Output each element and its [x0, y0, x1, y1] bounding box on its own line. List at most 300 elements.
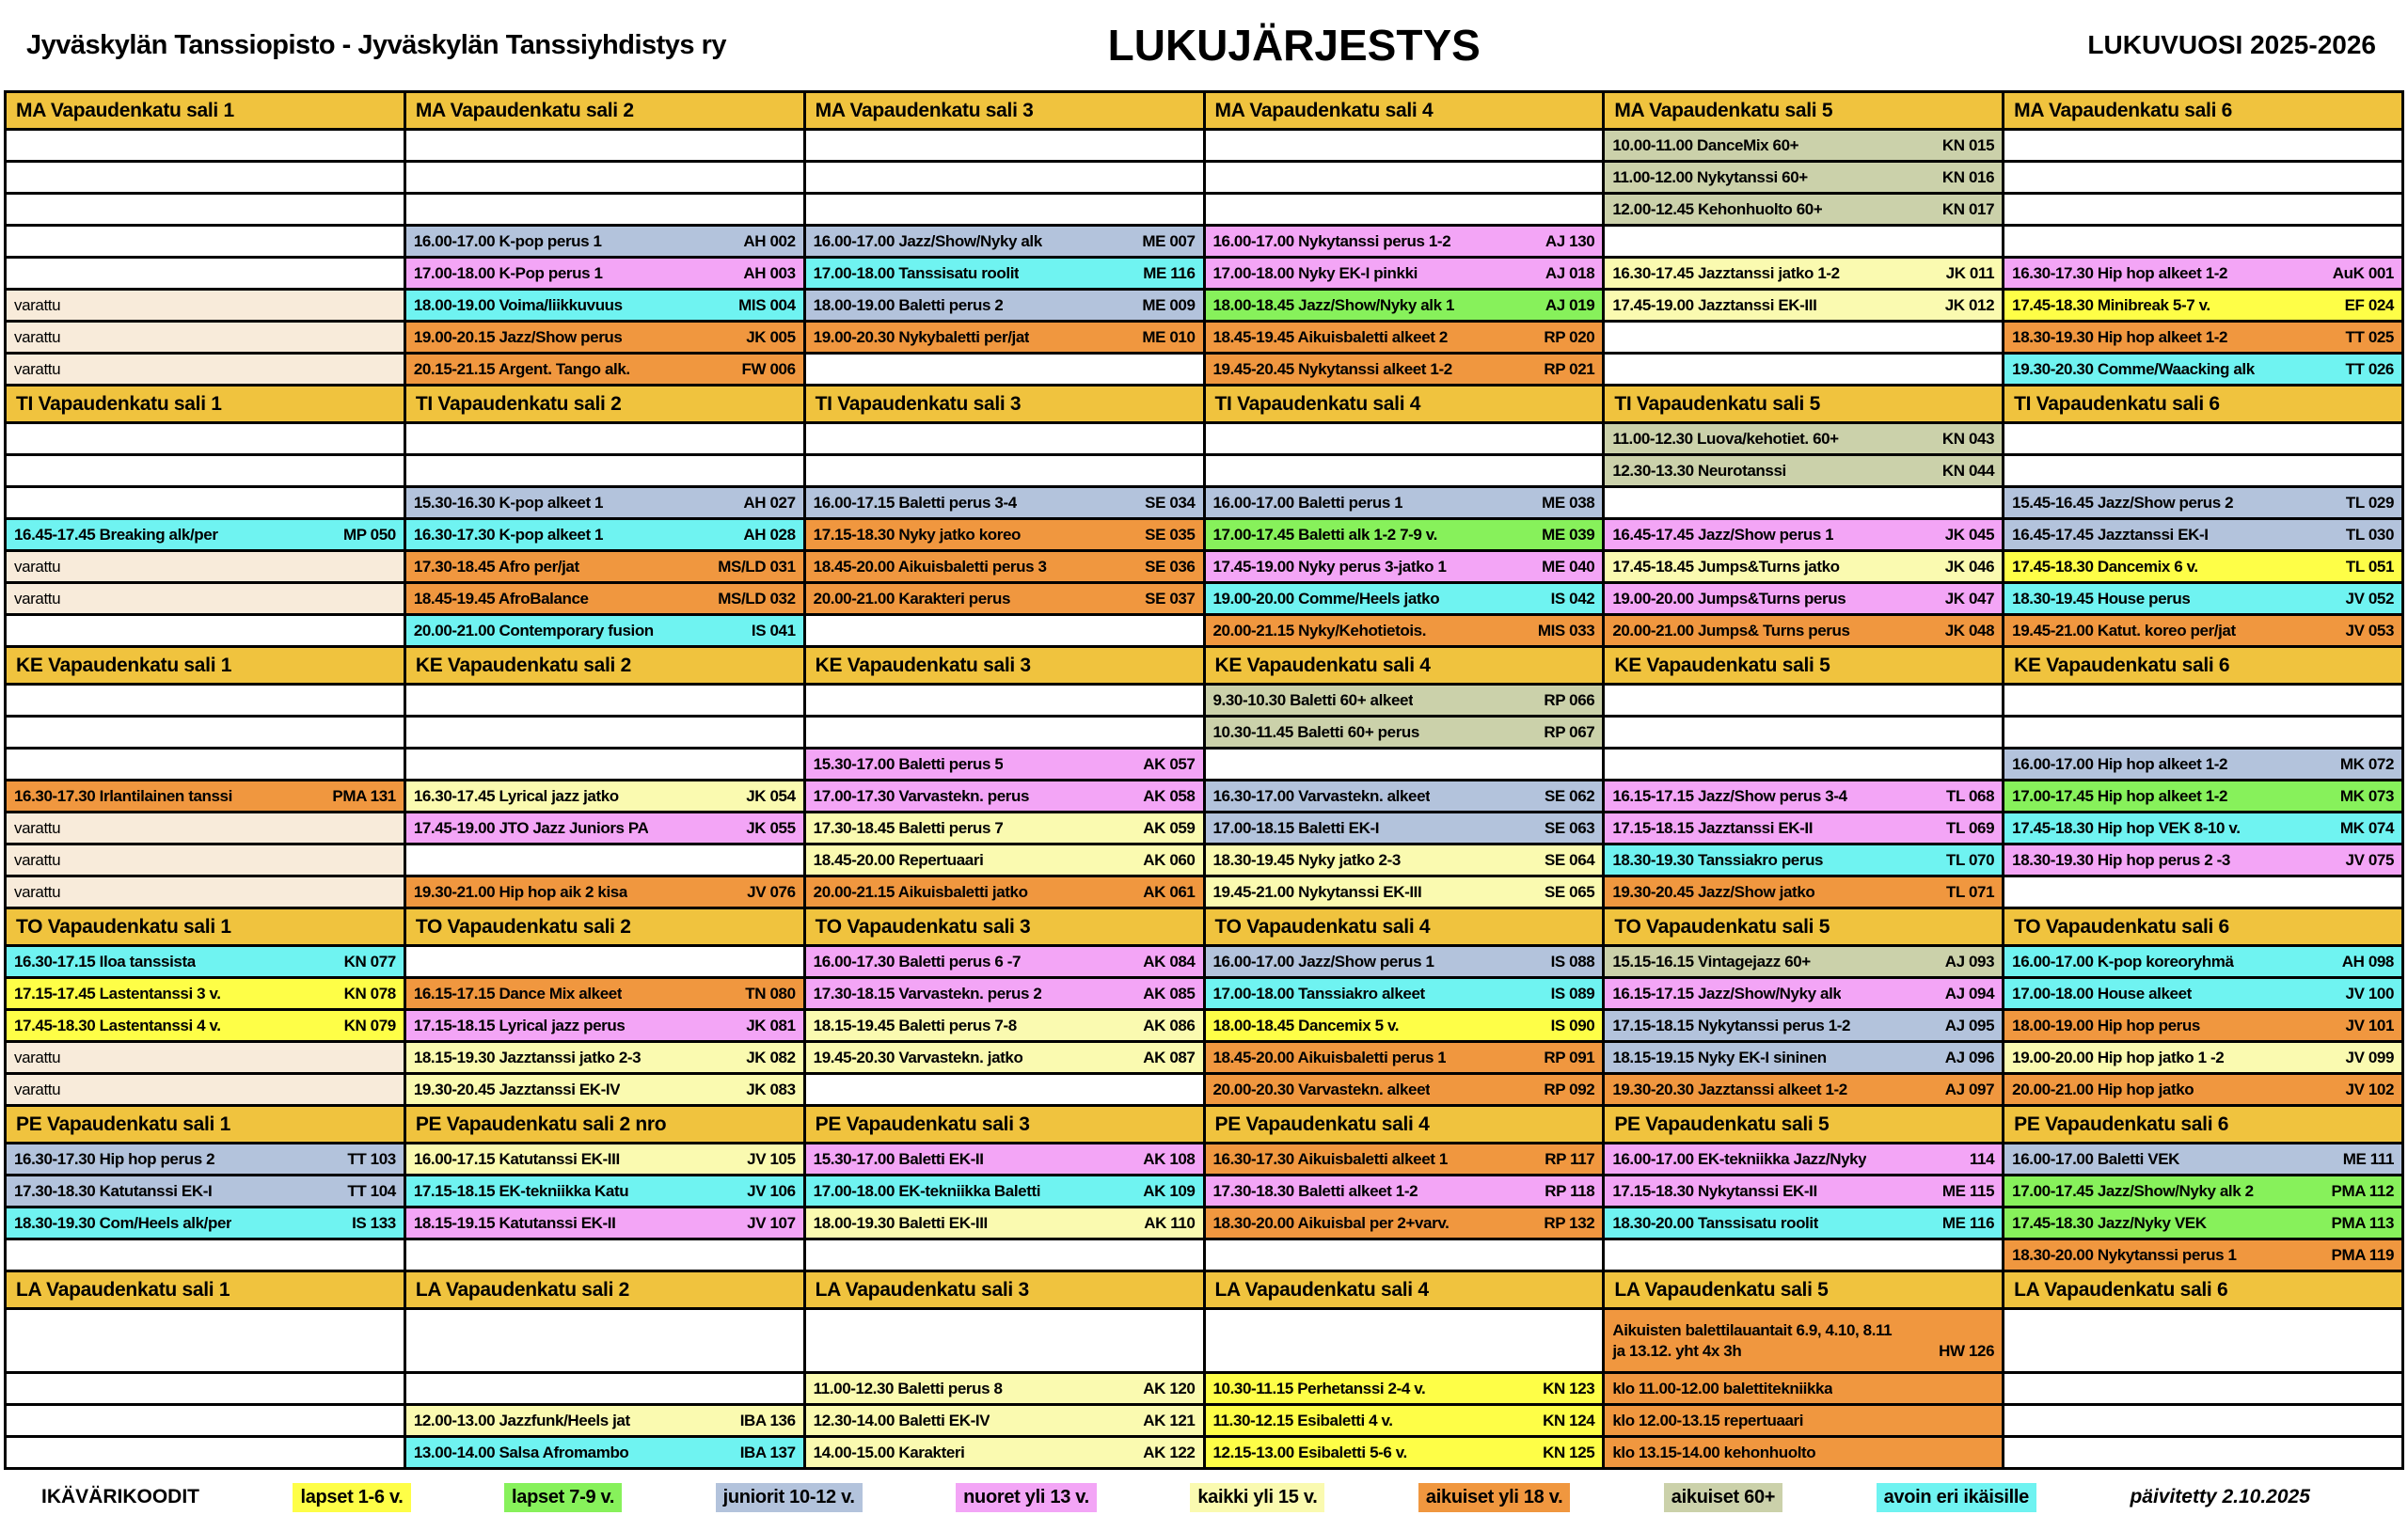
column-header-ma-sali-4: MA Vapaudenkatu sali 4 [1206, 93, 1603, 128]
cell-time-title: 16.00-17.00 EK-tekniikka Jazz/Nyky [1612, 1149, 1867, 1168]
cell-code: JV 053 [2345, 621, 2394, 639]
empty-cell [806, 131, 1203, 160]
cell-code: JK 045 [1944, 525, 1995, 544]
cell-time-title: 16.30-17.30 Hip hop perus 2 [14, 1149, 215, 1168]
cell-time-title: 15.30-17.00 Baletti EK-II [813, 1149, 984, 1168]
page-title: LUKUJÄRJESTYS [1107, 21, 1481, 70]
column-header-ma-sali-2: MA Vapaudenkatu sali 2 [406, 93, 803, 128]
cell-time-title: 16.00-17.15 Katutanssi EK-III [413, 1149, 620, 1168]
cell-time-title: 19.00-20.00 Jumps&Turns perus [1612, 589, 1846, 608]
cell-code: FW 006 [741, 359, 796, 378]
cell-code: TT 104 [347, 1181, 396, 1200]
cell-code: TL 051 [2345, 557, 2394, 576]
class-cell [806, 488, 1203, 517]
empty-cell [7, 163, 404, 192]
empty-cell [2004, 163, 2401, 192]
day-block-la [7, 1272, 2401, 1467]
empty-cell [7, 1310, 404, 1371]
cell-time-title: 18.00-19.30 Baletti EK-III [813, 1213, 988, 1232]
empty-cell [406, 1240, 803, 1270]
empty-cell [7, 718, 404, 747]
class-cell [1206, 1043, 1603, 1072]
cell-code: AH 098 [2341, 952, 2394, 971]
cell-time-title: 16.00-17.15 Baletti perus 3-4 [813, 493, 1017, 512]
cell-time-title: 18.30-19.30 Tanssiakro perus [1612, 850, 1824, 869]
class-cell [1605, 1043, 2002, 1072]
title-bar [0, 0, 2408, 90]
empty-cell [806, 718, 1203, 747]
empty-cell [806, 686, 1203, 715]
legend-chip: aikuiset yli 18 v. [1418, 1483, 1570, 1512]
cell-code: TL 070 [1946, 850, 1995, 869]
column-header-ke-sali-3: KE Vapaudenkatu sali 3 [806, 648, 1203, 683]
school-year: LUKUVUOSI 2025-2026 [2087, 30, 2376, 59]
cell-time-title: 18.45-20.00 Aikuisbaletti perus 1 [1212, 1048, 1447, 1066]
class-cell [1206, 323, 1603, 352]
cell-time-title: 17.45-18.30 Dancemix 6 v. [2012, 557, 2198, 576]
class-cell [2004, 750, 2401, 779]
cell-code: MS/LD 031 [718, 557, 796, 576]
empty-cell [806, 163, 1203, 192]
empty-cell [7, 488, 404, 517]
column-header-la-sali-4: LA Vapaudenkatu sali 4 [1206, 1272, 1603, 1307]
class-cell [406, 1043, 803, 1072]
schedule-grid [4, 90, 2404, 1470]
cell-code: AuK 001 [2332, 263, 2394, 282]
cell-time-title: 17.00-17.45 Hip hop alkeet 1-2 [2012, 786, 2228, 805]
empty-cell [7, 424, 404, 453]
cell-code: ME 038 [1542, 493, 1595, 512]
empty-cell [1206, 424, 1603, 453]
cell-code: AJ 093 [1944, 952, 1995, 971]
class-cell [406, 1144, 803, 1174]
legend-chip: avoin eri ikäisille [1877, 1483, 2036, 1512]
cell-code: AK 060 [1143, 850, 1196, 869]
cell-time-title: 17.00-17.30 Varvastekn. perus [813, 786, 1030, 805]
empty-cell [1206, 195, 1603, 224]
cell-code: JK 005 [746, 327, 796, 346]
cell-code: JK 012 [1944, 295, 1995, 314]
legend-chip: lapset 7-9 v. [504, 1483, 622, 1512]
class-cell [406, 813, 803, 843]
cell-code: RP 091 [1544, 1048, 1595, 1066]
empty-cell [1605, 355, 2002, 384]
cell-code: AK 057 [1143, 754, 1196, 773]
cell-code: IS 090 [1550, 1016, 1595, 1034]
cell-code: IS 089 [1550, 984, 1595, 1002]
cell-time-title: 12.30-14.00 Baletti EK-IV [813, 1411, 990, 1429]
class-cell [406, 1075, 803, 1104]
class-cell [406, 520, 803, 549]
cell-code: KN 044 [1941, 461, 1995, 480]
cell-time-title: 17.45-18.30 Hip hop VEK 8-10 v. [2012, 818, 2241, 837]
reserved-cell [7, 323, 404, 352]
cell-time-title: 19.30-20.45 Jazztanssi EK-IV [413, 1080, 621, 1098]
cell-time-title: 19.00-20.15 Jazz/Show perus [413, 327, 623, 346]
empty-cell [7, 131, 404, 160]
class-cell [1605, 1406, 2002, 1435]
reserved-cell [7, 291, 404, 320]
empty-cell [7, 1406, 404, 1435]
reserved-label: varattu [14, 818, 61, 837]
column-header-ma-sali-1: MA Vapaudenkatu sali 1 [7, 93, 404, 128]
cell-time-title: 18.45-20.00 Repertuaari [813, 850, 984, 869]
class-cell [1605, 520, 2002, 549]
reserved-cell [7, 845, 404, 875]
cell-title: klo 12.00-13.15 repertuaari [1612, 1411, 1804, 1429]
reserved-label: varattu [14, 1048, 61, 1066]
legend-chip: lapset 1-6 v. [293, 1483, 410, 1512]
cell-time-title: 10.00-11.00 DanceMix 60+ [1612, 135, 1799, 154]
cell-time-title: 17.15-17.45 Lastentanssi 3 v. [14, 984, 221, 1002]
class-cell [806, 291, 1203, 320]
cell-code: SE 063 [1544, 818, 1595, 837]
cell-code: SE 036 [1145, 557, 1196, 576]
empty-cell [406, 718, 803, 747]
reserved-label: varattu [14, 327, 61, 346]
column-header-ke-sali-5: KE Vapaudenkatu sali 5 [1605, 648, 2002, 683]
column-header-ti-sali-5: TI Vapaudenkatu sali 5 [1605, 387, 2002, 421]
class-cell [7, 1176, 404, 1206]
cell-time-title: 18.30-19.45 House perus [2012, 589, 2191, 608]
empty-cell [806, 195, 1203, 224]
class-cell [1206, 1176, 1603, 1206]
class-cell [1206, 227, 1603, 256]
cell-code: ME 009 [1142, 295, 1196, 314]
column-header-la-sali-5: LA Vapaudenkatu sali 5 [1605, 1272, 2002, 1307]
cell-time-title: 20.15-21.15 Argent. Tango alk. [413, 359, 630, 378]
cell-code: TT 026 [2345, 359, 2394, 378]
cell-code: IS 088 [1550, 952, 1595, 971]
cell-time-title: 17.45-19.00 Nyky perus 3-jatko 1 [1212, 557, 1447, 576]
cell-time-title: 19.45-20.45 Nykytanssi alkeet 1-2 [1212, 359, 1452, 378]
cell-code: JV 076 [747, 882, 796, 901]
cell-code: AK 121 [1143, 1411, 1196, 1429]
class-cell [406, 488, 803, 517]
class-cell [406, 584, 803, 613]
cell-time-title: 19.30-20.30 Comme/Waacking alk [2012, 359, 2255, 378]
class-cell [7, 1144, 404, 1174]
column-header-ti-sali-4: TI Vapaudenkatu sali 4 [1206, 387, 1603, 421]
reserved-cell [7, 355, 404, 384]
cell-code: JK 055 [746, 818, 796, 837]
cell-code: MP 050 [342, 525, 396, 544]
cell-time-title: 18.15-19.45 Baletti perus 7-8 [813, 1016, 1017, 1034]
empty-cell [7, 750, 404, 779]
cell-code: AJ 130 [1545, 231, 1595, 250]
column-header-ti-sali-3: TI Vapaudenkatu sali 3 [806, 387, 1203, 421]
class-cell [7, 979, 404, 1008]
cell-time-title: 16.30-17.45 Lyrical jazz jatko [413, 786, 619, 805]
cell-time-title: 17.15-18.15 Lyrical jazz perus [413, 1016, 626, 1034]
empty-cell [406, 750, 803, 779]
empty-cell [406, 947, 803, 976]
column-header-to-sali-3: TO Vapaudenkatu sali 3 [806, 909, 1203, 944]
class-cell [806, 750, 1203, 779]
column-header-to-sali-4: TO Vapaudenkatu sali 4 [1206, 909, 1603, 944]
column-header-ke-sali-4: KE Vapaudenkatu sali 4 [1206, 648, 1603, 683]
class-cell [806, 259, 1203, 288]
class-cell [2004, 291, 2401, 320]
cell-code: JK 047 [1944, 589, 1995, 608]
class-cell [2004, 813, 2401, 843]
cell-code: KN 077 [343, 952, 396, 971]
cell-code: AH 002 [743, 231, 796, 250]
cell-code: AK 108 [1143, 1149, 1196, 1168]
class-cell [1206, 259, 1603, 288]
class-cell [1206, 877, 1603, 907]
cell-code: SE 034 [1145, 493, 1196, 512]
cell-code: MIS 004 [738, 295, 796, 314]
class-cell [1206, 813, 1603, 843]
cell-time-title: 17.15-18.15 Jazztanssi EK-II [1612, 818, 1814, 837]
empty-cell [1206, 1240, 1603, 1270]
empty-cell [2004, 1406, 2401, 1435]
empty-cell [806, 456, 1203, 485]
column-header-la-sali-2: LA Vapaudenkatu sali 2 [406, 1272, 803, 1307]
cell-time-title: 17.00-18.00 House alkeet [2012, 984, 2192, 1002]
cell-code: EF 024 [2344, 295, 2394, 314]
class-cell [1605, 845, 2002, 875]
cell-code: TN 080 [745, 984, 796, 1002]
cell-code: ME 116 [1941, 1213, 1995, 1232]
cell-code: IBA 137 [739, 1443, 796, 1461]
cell-code: JK 081 [746, 1016, 796, 1034]
cell-code: TL 029 [2345, 493, 2394, 512]
cell-code: ME 115 [1941, 1181, 1995, 1200]
cell-code: AH 027 [743, 493, 796, 512]
column-header-ke-sali-6: KE Vapaudenkatu sali 6 [2004, 648, 2401, 683]
cell-code: RP 117 [1545, 1149, 1595, 1168]
cell-code: JK 046 [1944, 557, 1995, 576]
cell-code: RP 066 [1544, 690, 1595, 709]
class-cell [1206, 616, 1603, 645]
empty-cell [806, 1240, 1203, 1270]
cell-time-title: 17.30-18.30 Baletti alkeet 1-2 [1212, 1181, 1418, 1200]
column-header-la-sali-1: LA Vapaudenkatu sali 1 [7, 1272, 404, 1307]
cell-code: ME 040 [1542, 557, 1595, 576]
empty-cell [806, 355, 1203, 384]
cell-code: TL 071 [1946, 882, 1995, 901]
cell-time-title: 18.45-19.45 Aikuisbaletti alkeet 2 [1212, 327, 1448, 346]
empty-cell [806, 1075, 1203, 1104]
column-header-ke-sali-2: KE Vapaudenkatu sali 2 [406, 648, 803, 683]
column-header-la-sali-6: LA Vapaudenkatu sali 6 [2004, 1272, 2401, 1307]
cell-code: JV 100 [2345, 984, 2394, 1002]
class-cell [1206, 291, 1603, 320]
class-cell [1605, 291, 2002, 320]
cell-time-title: 16.30-17.30 Irlantilainen tanssi [14, 786, 232, 805]
cell-code: JV 101 [2345, 1016, 2394, 1034]
cell-time-title: 16.00-17.00 K-pop perus 1 [413, 231, 602, 250]
column-header-ti-sali-6: TI Vapaudenkatu sali 6 [2004, 387, 2401, 421]
class-cell [806, 1176, 1203, 1206]
cell-code: AK 122 [1143, 1443, 1196, 1461]
cell-code: AK 109 [1143, 1181, 1196, 1200]
class-cell [2004, 259, 2401, 288]
cell-time-title: 17.00-17.45 Baletti alk 1-2 7-9 v. [1212, 525, 1437, 544]
cell-time-title: 17.00-18.00 EK-tekniikka Baletti [813, 1181, 1041, 1200]
class-cell [1605, 781, 2002, 811]
class-cell [7, 1011, 404, 1040]
class-cell [406, 877, 803, 907]
empty-cell [1206, 1310, 1603, 1371]
column-header-to-sali-5: TO Vapaudenkatu sali 5 [1605, 909, 2002, 944]
reserved-label: varattu [14, 359, 61, 378]
cell-time-title: 16.30-17.30 Aikuisbaletti alkeet 1 [1212, 1149, 1448, 1168]
cell-time-title: 16.45-17.45 Breaking alk/per [14, 525, 218, 544]
empty-cell [1206, 456, 1603, 485]
cell-code: RP 092 [1544, 1080, 1595, 1098]
cell-time-title: 16.00-17.30 Baletti perus 6 -7 [813, 952, 1022, 971]
cell-time-title: 18.30-19.30 Com/Heels alk/per [14, 1213, 232, 1232]
cell-code: TT 025 [2345, 327, 2394, 346]
cell-time-title: 18.00-19.00 Hip hop perus [2012, 1016, 2200, 1034]
column-header-to-sali-2: TO Vapaudenkatu sali 2 [406, 909, 803, 944]
cell-time-title: 20.00-21.00 Karakteri perus [813, 589, 1011, 608]
cell-time-title: 17.45-18.30 Lastentanssi 4 v. [14, 1016, 221, 1034]
empty-cell [406, 163, 803, 192]
cell-code: KN 123 [1543, 1379, 1595, 1397]
legend-bar [0, 1470, 2408, 1524]
cell-time-title: 19.30-20.30 Jazztanssi alkeet 1-2 [1612, 1080, 1847, 1098]
cell-time-title: 17.30-18.15 Varvastekn. perus 2 [813, 984, 1042, 1002]
class-cell [1605, 1310, 2002, 1371]
day-block-to [7, 909, 2401, 1104]
cell-code: ME 039 [1542, 525, 1595, 544]
cell-code: MS/LD 032 [718, 589, 796, 608]
class-cell [806, 1438, 1203, 1467]
column-header-ma-sali-5: MA Vapaudenkatu sali 5 [1605, 93, 2002, 128]
cell-code: KN 015 [1941, 135, 1995, 154]
empty-cell [406, 456, 803, 485]
cell-time-title: 20.00-21.15 Aikuisbaletti jatko [813, 882, 1028, 901]
cell-code: PMA 119 [2331, 1245, 2394, 1264]
cell-time-title: 16.45-17.45 Jazz/Show perus 1 [1612, 525, 1834, 544]
empty-cell [406, 1374, 803, 1403]
cell-time-title: 18.30-19.30 Hip hop perus 2 -3 [2012, 850, 2230, 869]
column-header-ti-sali-2: TI Vapaudenkatu sali 2 [406, 387, 803, 421]
empty-cell [1206, 131, 1603, 160]
cell-time-title: 11.00-12.30 Luova/kehotiet. 60+ [1612, 429, 1839, 448]
legend-title: IKÄVÄRIKOODIT [41, 1486, 199, 1507]
cell-code: RP 132 [1544, 1213, 1595, 1232]
column-header-pe-sali-6: PE Vapaudenkatu sali 6 [2004, 1107, 2401, 1142]
cell-code: KN 125 [1543, 1443, 1595, 1461]
empty-cell [806, 424, 1203, 453]
empty-cell [7, 616, 404, 645]
legend-chip: juniorit 10-12 v. [716, 1483, 863, 1512]
empty-cell [2004, 456, 2401, 485]
class-cell [1206, 1208, 1603, 1238]
cell-time-title: 16.30-17.45 Jazztanssi jatko 1-2 [1612, 263, 1840, 282]
class-cell [2004, 979, 2401, 1008]
class-cell [406, 355, 803, 384]
cell-time-title: 19.30-21.00 Hip hop aik 2 kisa [413, 882, 627, 901]
empty-cell [2004, 877, 2401, 907]
column-header-pe-sali-4: PE Vapaudenkatu sali 4 [1206, 1107, 1603, 1142]
cell-code: TL 068 [1946, 786, 1995, 805]
class-cell [406, 979, 803, 1008]
cell-time-title: 20.00-21.15 Nyky/Kehotietois. [1212, 621, 1427, 639]
cell-code: SE 037 [1145, 589, 1196, 608]
class-cell [1605, 1075, 2002, 1104]
cell-code: MIS 033 [1537, 621, 1595, 639]
cell-time-title: 16.00-17.00 Nykytanssi perus 1-2 [1212, 231, 1451, 250]
cell-code: PMA 113 [2331, 1213, 2394, 1232]
empty-cell [2004, 1438, 2401, 1467]
cell-time-title: 16.15-17.15 Jazz/Show/Nyky alk [1612, 984, 1842, 1002]
class-cell [406, 1176, 803, 1206]
reserved-label: varattu [14, 295, 61, 314]
empty-cell [1605, 686, 2002, 715]
empty-cell [7, 227, 404, 256]
cell-title: klo 13.15-14.00 kehonhuolto [1612, 1443, 1816, 1461]
column-header-pe-sali-5: PE Vapaudenkatu sali 5 [1605, 1107, 2002, 1142]
class-cell [2004, 323, 2401, 352]
class-cell [406, 323, 803, 352]
cell-code: KN 043 [1941, 429, 1995, 448]
class-cell [1206, 979, 1603, 1008]
cell-code: SE 062 [1544, 786, 1595, 805]
class-cell [2004, 616, 2401, 645]
empty-cell [2004, 424, 2401, 453]
class-cell [2004, 845, 2401, 875]
cell-code: TT 103 [347, 1149, 396, 1168]
cell-time-title: 17.00-18.00 K-Pop perus 1 [413, 263, 603, 282]
cell-code: AK 085 [1143, 984, 1196, 1002]
cell-code: KN 017 [1941, 199, 1995, 218]
cell-code: IS 042 [1550, 589, 1595, 608]
class-cell [406, 616, 803, 645]
class-cell [2004, 1075, 2401, 1104]
class-cell [1605, 552, 2002, 581]
class-cell [806, 781, 1203, 811]
cell-code: AK 120 [1143, 1379, 1196, 1397]
cell-code: KN 079 [343, 1016, 396, 1034]
cell-code: AH 028 [743, 525, 796, 544]
cell-code: MK 072 [2339, 754, 2394, 773]
cell-code: ME 007 [1142, 231, 1196, 250]
empty-cell [806, 616, 1203, 645]
class-cell [806, 1208, 1203, 1238]
class-cell [1206, 1374, 1603, 1403]
cell-time-title: 20.00-21.00 Jumps& Turns perus [1612, 621, 1850, 639]
cell-code: AK 110 [1144, 1213, 1196, 1232]
cell-time-title: 19.45-20.30 Varvastekn. jatko [813, 1048, 1023, 1066]
reserved-cell [7, 552, 404, 581]
reserved-label: varattu [14, 1080, 61, 1098]
cell-time-title: 18.30-20.00 Tanssisatu roolit [1612, 1213, 1818, 1232]
class-cell [806, 227, 1203, 256]
class-cell [1605, 1438, 2002, 1467]
cell-code: AJ 096 [1944, 1048, 1995, 1066]
class-cell [1605, 195, 2002, 224]
cell-code: AK 087 [1143, 1048, 1196, 1066]
cell-time-title: 18.00-18.45 Jazz/Show/Nyky alk 1 [1212, 295, 1455, 314]
last-updated-date: päivitetty 2.10.2025 [2130, 1486, 2310, 1507]
cell-time-title: 11.00-12.00 Nykytanssi 60+ [1612, 167, 1808, 186]
class-cell [1206, 1075, 1603, 1104]
cell-time-title: 18.45-20.00 Aikuisbaletti perus 3 [813, 557, 1047, 576]
class-cell [806, 1374, 1203, 1403]
empty-cell [1605, 323, 2002, 352]
cell-time-title: 17.15-18.30 Nyky jatko koreo [813, 525, 1021, 544]
cell-time-title: 9.30-10.30 Baletti 60+ alkeet [1212, 690, 1414, 709]
cell-time-title: 17.45-18.30 Minibreak 5-7 v. [2012, 295, 2210, 314]
empty-cell [1206, 750, 1603, 779]
cell-code: RP 067 [1544, 722, 1595, 741]
